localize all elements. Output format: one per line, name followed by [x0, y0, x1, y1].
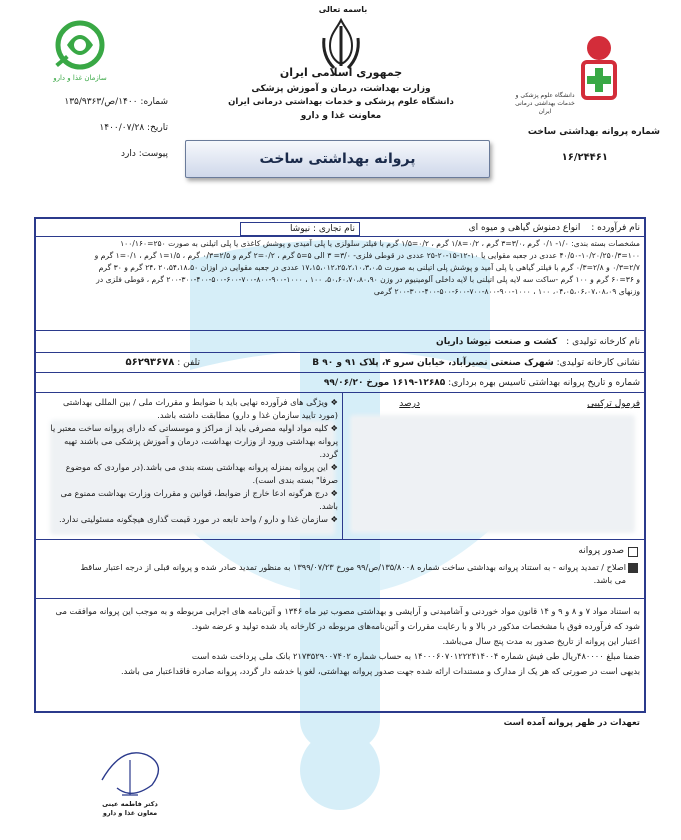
- legal-line: اعتبار این پروانه از تاریخ صدور به مدت پنج سال می‌باشد.: [442, 636, 640, 646]
- bismillah: باسمه تعالی: [318, 5, 368, 14]
- condition-item: ❖ این پروانه بمنزله پروانه بهداشتی بسته بندی می باشد.(در مواردی که موضوع صرفا" بسته بندی است).: [65, 462, 338, 485]
- number-label: شماره:: [140, 97, 168, 107]
- number-row: [48, 96, 168, 108]
- product-name-label: نام فرآورده :: [591, 223, 640, 233]
- product-name-value: انواع دمنوش گیاهی و میوه ای: [468, 223, 581, 233]
- number-value: ۱۴۰۰/ص/۱۳۵/۹۳۶۳: [64, 97, 138, 107]
- brand-label: نام تجاری :: [312, 224, 355, 234]
- brand-value: نیوشا: [289, 224, 311, 234]
- issue-label: صدور پروانه: [578, 546, 624, 556]
- signer-role: معاون غذا و دارو: [102, 809, 158, 817]
- license-number-label: شماره پروانه بهداشتی ساخت: [527, 127, 660, 137]
- producer-label: نام کارخانه تولیدی :: [566, 337, 640, 347]
- address-value: شهرک صنعتی نصیرآباد، خیابان سرو ۴، پلاک ۹۱ و ۹۰ B: [312, 358, 554, 368]
- issue-checkbox[interactable]: [628, 547, 638, 557]
- formula-percent: درصد: [399, 399, 420, 409]
- signature-icon: [92, 740, 172, 806]
- footer-note: تعهدات در ظهر پروانه آمده است: [503, 718, 640, 728]
- divider-2: [36, 330, 644, 331]
- divider-6: [36, 539, 644, 540]
- formula-content-blurred: [350, 415, 635, 533]
- establishment-label: شماره و تاریخ پروانه بهداشتی تاسیس بهره برداری:: [448, 378, 640, 388]
- brand-box: [240, 222, 360, 236]
- amend-checkbox[interactable]: [628, 563, 638, 573]
- divider-3: [36, 352, 644, 353]
- ministry-name: وزارت بهداشت، درمان و آموزش پزشکی: [251, 84, 431, 94]
- license-number-value: ۱۶/۲۴۴۶۱: [561, 152, 608, 163]
- signer-name: دکتر فاطمه عینی: [102, 800, 158, 808]
- spec-line-4: و ۳۶=۶۰ گرم و ۱۰۰ گرم -ساکت سه لایه پلی اتیلنی با لایه داخلی آلومینیوم در وزن ۵۰،۶۰،۷۰،۸۰،۹۰، ۱۰۰ ، ۱۰۰۰-۹۰۰-۸۰۰-۷۰۰-۶۰۰-۵۰۰-۴۰۰-۳۰۰-۲۰۰ گرم ، قوطی فلزی در: [96, 275, 640, 284]
- legal-block: [40, 604, 640, 679]
- condition-item: ❖ ویژگی های فرآورده نهایی باید با ضوابط و مقررات ملی / بین المللی بهداشتی (مورد تایید سازمان غذا و دارو) مطابقت داشته باشد.: [62, 397, 338, 420]
- legal-line: ضمنا مبلغ ۴۸۰۰۰۰ریال طی فیش شماره ۱۴۰۰۰۶۰۷۰۱۲۲۲۴۱۴۰۰۴ به حساب شماره ۲۱۷۳۵۲۹۰۰۷۴۰۲ بانک ملی پرداخت شده است: [191, 651, 640, 661]
- establishment-date-label: مورخ: [366, 378, 390, 388]
- producer-row: [40, 336, 640, 348]
- spec-label: مشخصات بسته بندی:: [571, 239, 640, 248]
- establishment-date: ۹۹/۰۶/۲۰: [323, 378, 364, 388]
- amend-block: [40, 561, 626, 587]
- establishment-row: [200, 377, 640, 389]
- divider-7: [36, 598, 644, 599]
- establishment-number: ۱۲۶۸۵-۱۶۱۹: [392, 378, 446, 388]
- university-logo-icon: [575, 32, 623, 104]
- attachment-row: [68, 148, 168, 160]
- spec-line-3: ۲/۷=۰/۳ و ۲/۸=۰/۳ گرم با فیلتر گیاهی یا پلی آمید و پوشش پلی اتیلنی به صورت ۱۷،۱۵،۰۱۲،۲۵،۲،۱۰،۳،۰،۵ عددی در جعبه مقوایی در اوزان ۲۰،۵۴،۱۸،۵۰ ،۲۴ گرم و ۳۰ گرم: [98, 263, 640, 272]
- spec-block: [40, 238, 640, 298]
- phone-label: تلفن :: [177, 358, 200, 368]
- attachment-value: دارد: [120, 149, 136, 159]
- phone-row: [40, 357, 200, 369]
- republic-name: جمهوری اسلامی ایران: [279, 66, 403, 79]
- amend-text: اصلاح / تمدید پروانه - به استناد پروانه بهداشتی ساخت شماره ۱۳۵/۸۰۰۸/ص/۹۹ مورخ ۱۳۹۹/۰۷/۲۳ به منظور تمدید صادر شده و پروانه قبلی از درجه اعتبار ساقط: [80, 562, 626, 572]
- condition-item: ❖ کلیه مواد اولیه مصرفی باید از مراکز و موسساتی که دارای پروانه ساخت معتبر یا پروانه بهداشتی ورود از وزارت بهداشت، درمان و آموزش پزشکی می باشند تهیه گردد.: [50, 423, 338, 459]
- legal-line: بدیهی است در صورتی که هر یک از مدارک و مستندات ارائه شده جهت صدور پروانه بهداشتی، لغو یا خدشه دار گردد، پروانه صادره فاقداعتبار می باشد.: [120, 666, 640, 676]
- divider-1: [36, 236, 644, 237]
- attachment-label: پیوست:: [138, 149, 168, 159]
- formula-title: فرمول ترکیبی: [587, 399, 640, 409]
- condition-item: ❖ درج هرگونه ادعا خارج از ضوابط، قوانین و مقررات وزارت بهداشت ممنوع می باشد.: [60, 488, 338, 511]
- date-value: ۱۴۰۰/۰۷/۲۸: [99, 123, 145, 133]
- deputy-name: معاونت غذا و دارو: [300, 111, 382, 121]
- address-label: نشانی کارخانه تولیدی:: [556, 358, 640, 368]
- university-logo-caption: دانشگاه علوم پزشکی و خدمات بهداشتی درمانی ایران: [515, 92, 575, 115]
- signer-block: [80, 800, 180, 818]
- date-label: تاریخ:: [147, 123, 168, 133]
- spec-line-2: ۱۰۰=۴۰/۵۰-۱۰/۲۰/۲۵۰/۳ عددی در جعبه مقوایی یا ۱۰-۱۲-۱۵-۲۰-۲۵ عددی در قوطی فلزی- ۳/۰= ۳ الی ۵=۵ گرم ، ۰/۲=۲ گرم و ۲/۵=۰/۳ گرم ، ۱/۵=۱ گرم ، ۰/۱=۱ گرم و: [94, 251, 640, 260]
- spec-line-1: ۱/۰- ۰/۱ گرم ،۳/۰=۳ گرم ، ۰/۲=۱/۸ گرم ، ۰/۲=۱/۵ گرم با فیلتر سلولزی یا پلی آمیدی و پوشش کاغذی یا پلی اتیلنی به صورت ۲۵۰=۱۰۰/۱۶۰: [120, 239, 569, 248]
- document-title: پروانه بهداشتی ساخت: [185, 140, 490, 178]
- fda-logo-caption: سازمان غذا و دارو: [53, 74, 107, 82]
- producer-value: کشت و صنعت نیوشا داریان: [436, 337, 558, 347]
- condition-item: ❖ سازمان غذا و دارو / واحد تابعه در مورد قیمت گذاری هیچگونه مسئولیتی ندارد.: [58, 514, 338, 524]
- university-name: دانشگاه علوم پزشکی و خدمات بهداشتی درمانی ایران: [228, 97, 454, 107]
- address-row: [200, 357, 640, 369]
- conditions-list: [44, 396, 338, 526]
- divider-5: [36, 392, 644, 393]
- date-row: [68, 122, 168, 134]
- legal-line: به استناد مواد ۷ و ۸ و ۹ و ۱۴ قانون مواد خوردنی و آشامیدنی و آرایشی و بهداشتی مصوب تیر ماه ۱۳۴۶ و آئین‌نامه های اجرایی مربوطه و به موجب این پروانه موافقت می: [55, 606, 640, 616]
- vertical-divider: [342, 393, 343, 539]
- legal-line: شود که فرآورده فوق با مشخصات مذکور در بالا و با رعایت مقررات و آئین‌نامه‌های مربوطه در کارخانه یاد شده تولید و عرضه شود.: [191, 621, 640, 631]
- phone-value: ۵۶۲۹۳۶۷۸: [125, 357, 175, 368]
- spec-line-5: وزنهای ۰۴،۰۵،۰۶،۰۷،۰۸،۰۹، ۱۰۰ ، ۱۰۰۰-۹۰۰-۸۰۰-۷۰۰-۶۰۰-۵۰۰-۴۰۰-۳۰۰-۲۰۰ گرمی: [373, 287, 640, 296]
- amend-text-2: می باشد.: [593, 575, 626, 585]
- divider-4: [36, 372, 644, 373]
